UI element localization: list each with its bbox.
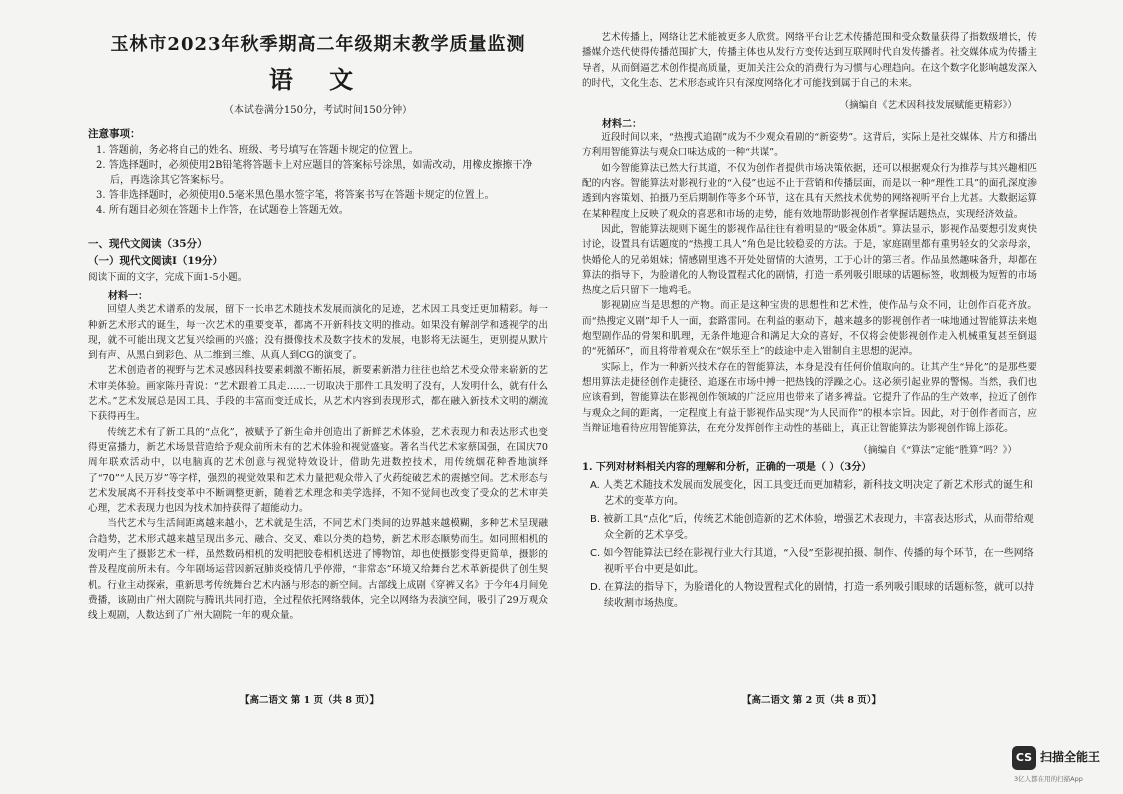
option-a: A. 人类艺术随技术发展而发展变化，因工具变迁而更加精彩，新科技文明决定了新艺术形式的诞生和艺术的变革方向。 [590,480,1034,508]
scanner-tagline: 3亿人都在用的扫描App [1014,775,1083,783]
instruction: 阅读下面的文字，完成下面1-5小题。 [88,272,248,283]
paragraph: 传统艺术有了新工具的“点化”，被赋予了新生命并创造出了新鲜艺术体验，艺术表现力和表达形式也变得更富播力，新艺术场景营造给予观众前所未有的艺术体验和视觉盛宴。著名当代艺术家蔡国强，在国庆70周年联欢活动中，以电脑真的艺术创意与视觉特效设计，借助先进数控技术，用传统烟花种香地演绎了“70”“人民万岁”等字样，强烈的视觉效果和艺术力量把观众带入了火药绽破艺术的震撼空间。艺术形态与艺术发展离不开科技变革中不断调整更新，随着艺术理念和美学选择，不知不觉间也改变了受众的艺术审美心理，艺术表现力也因为技术加持获得了超能动力。 [88,426,548,515]
option-d: D. 在算法的指导下，为脸谱化的人物设置程式化的剧情，打造一系列吸引眼球的话题标签，就可以持续收割市场热度。 [590,582,1035,610]
note-item: 2. 答选择题时，必须使用2B铅笔将答题卡上对应题目的答案标号涂黑，如需改动，用橡皮擦擦干净后，再选涂其它答案标号。 [96,160,533,186]
paragraph: 影视剧应当是思想的产物。而正是这种宝贵的思想性和艺术性，使作品与众不同，让创作百花齐放。而“热搜定义剧”却千人一面，套路雷同。在利益的驱动下，越来越多的影视创作者一味地通过智能算法来炮炮型剧作品的骨架和肌理，无条件地迎合和满足大众的喜好，不仅将会使影视创作走入机械重复甚至倒退的“死循环”，而且将带着观众在“娱乐至上”的歧途中走入钳制自主思想的泥淖。 [582,300,1037,358]
paragraph: 回望人类艺术谱系的发展，留下一长串艺术随技术发展而演化的足迹，艺术因工具变迁更加精彩。每一种新艺术形式的诞生，每一次艺术的重要变革，都离不开新科技文明的推动。如果没有解剖学和透视学的出现，就不可能出现文艺复兴绘画的兴盛；没有摄像技术及数字技术的发展，电影将无法诞生，更别提从默片到有声、从黑白到彩色、从二维到三维、从真人到CG的演变了。 [88,304,548,362]
right-column [582,30,1037,612]
note-item: 1. 答题前，务必将自己的姓名、班级、考号填写在答题卡规定的位置上。 [96,145,419,156]
subject-title: 语 文 [268,65,368,94]
paragraph: 艺术传播上，网络让艺术能被更多人欣赏。网络平台让艺术传播范围和受众数量获得了指数级增长，传播媒介迭代使得传播范围扩大，传播主体也从发行方变传达到互联网时代自发传播者。社交媒体成为传播主导者，从而倒逼艺术创作提高质量，更加关注公众的消费行为习惯与心理趋向。在这个数字化影响越发深入的时代，文化生态、艺术形态或许只有深度网络化才可能找到属于自己的未来。 [582,32,1037,89]
paragraph: 当代艺术与生活间距离越来越小，艺术就是生活，不同艺术门类间的边界越来越模糊，多种艺术呈现融合趋势，艺术形式越来越呈现出多元、融合、交叉、难以分类的趋势，新艺术形态顺势而生。如同照相机的发明产生了摄影艺术一样，虽然数码相机的发明把胶卷相机送进了博物馆，却也使摄影变得更简单，摄影的普及程度前所未有。今年剧场运营因新冠肺炎疫情几乎停滞，“非常态”环境又给舞台艺术革新提供了创生契机。行业主动探索，重新思考传统舞台艺术内涵与形态的新空间。古部线上成剧《穿裤又名》于今年4月间免费播，该剧由广州大剧院与腾讯共同打造，全过程依托网络载体，完全以网络为表演空间，吸引了29万观众线上观剧，人数达到了广州大剧院一年的观众量。 [88,518,548,622]
page-footer: 【高二语文 第 1 页（共 8 页）】 [240,695,380,706]
material2-label: 材料二： [602,119,642,131]
paragraph: 如今智能算法已然大行其道，不仅为创作者提供市场决策依据，还可以根据观众行为推荐与其兴趣相匹配的内容。智能算法对影视行业的“入侵”也远不止于营销和传播层面，而是以一种“理性工具”的面孔深度渗透到内容策划、拍摄乃至后期制作等多个环节，这在具有天然技术优势的网络视听平台上尤甚。大数据运算在某种程度上反映了观众的喜恶和市场的走势，能有效地帮助影视创作者掌握话题热点，实现经济效益。 [582,162,1037,220]
page-right [562,0,1123,794]
citation: （摘编自《艺术因科技发展赋能更精彩》） [839,100,1017,112]
paragraph: 因此，智能算法规则下诞生的影视作品往往有着明显的“吸金体质”。算法显示，影视作品要想引发爽快讨论，设置具有话题度的“热搜工具人”角色是比较稳妥的方法。于是，家庭剧里都有重男轻女的父亲母亲，快婚伦人的兄弟姐妹；情感剧里逃不开处处留情的大渣男，工于心计的第三者。作品虽然趣味备升，却都在算法的指导下，为脸谱化的人物设置程式化的剧情，打造一系列吸引眼球的话题标签，收割极为短暂的市场热度之后只留下一地鸡毛。 [582,223,1037,297]
option-b: B. 被新工具“点化”后，传统艺术能创造新的艺术体验，增强艺术表现力，丰富表达形式，从而带给观众全新的艺术享受。 [590,514,1034,542]
exam-note: （本试卷满分150分，考试时间150分钟） [223,105,413,116]
left-column [88,30,548,624]
notes-heading: 注意事项： [88,128,141,140]
camscanner-logo-icon: CS [1012,746,1036,770]
subsection-heading: （一）现代文阅读Ⅰ（19分） [88,255,224,267]
option-c: C. 如今智能算法已经在影视行业大行其道，“入侵”至影视拍摄、制作、传播的每个环节，在一些网络视听平台中更是如此。 [590,548,1034,576]
citation: （摘编自《“算法”定能“胜算”吗？》） [858,445,1017,457]
section-heading: 一、现代文阅读（35分） [88,238,208,250]
scanner-brand: 扫描全能王 [1040,750,1101,764]
paragraph: 实际上，作为一种新兴技术存在的智能算法，本身是没有任何价值取向的。让其产生“异化”的是那些要想用算法走捷径创作走捷径、追逐在市场中搏一把热钱的浮躁之心。这必须引起业界的警惕。当然，我们也应该看到，智能算法在影视创作领域的广泛应用也带来了诸多裨益。它提升了作品的生产效率，拉近了创作与观众之间的距离，一定程度上有益于影视作品实现“为人民而作”的根本宗旨。因此，对于创作者而言，应当辩证地看待应用智能算法，在充分发挥创作主动性的基础上，真正让智能算法为影视创作锦上添花。 [582,361,1037,434]
note-item: 3. 答非选择题时，必须使用0.5毫米黑色墨水签字笔，将答案书写在答题卡规定的位置上。 [96,190,495,201]
material1-label: 材料一： [108,291,148,303]
page-footer: 【高二语文 第 2 页（共 8 页）】 [742,695,882,706]
exam-title: 玉林市2023年秋季期高二年级期末教学质量监测 [110,34,526,55]
paragraph: 艺术创造者的视野与艺术灵感因科技要素刺激不断拓展，新要素新潜力往往也给艺术受众带来崭新的艺术审美体验。画家陈丹青说：“艺术跟着工具走……一切取决于那件工具发明了没有，人发明什么，就有什么艺术。”艺术发展总是因工具、手段的丰富而变迁成长，从艺术内容到表现形式，都在融入新技术文明的潮流下获得再生。 [88,365,548,423]
note-item: 4. 所有题目必须在答题卡上作答，在试题卷上答题无效。 [96,205,349,216]
paragraph: 近段时间以来，“热搜式追剧”成为不少观众看剧的“新姿势”。这背后，实际上是社交媒体、片方和播出方利用智能算法与观众口味达成的一种“共谋”。 [582,132,1037,159]
question-1: 1. 下列对材料相关内容的理解和分析，正确的一项是（ ）（3分） [582,462,872,474]
